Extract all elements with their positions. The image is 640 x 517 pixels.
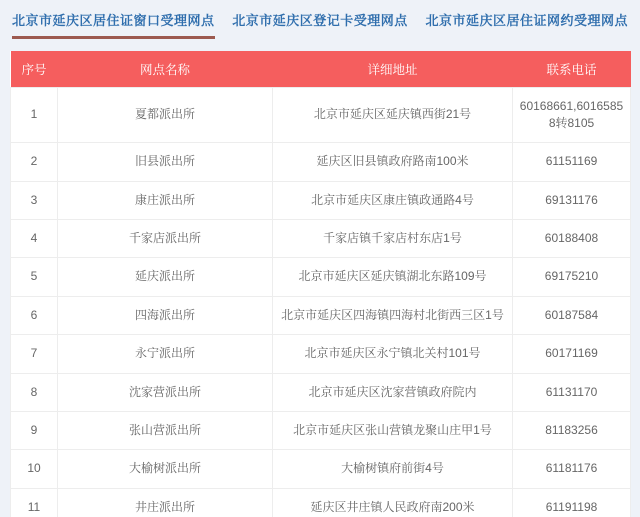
table-row (11, 373, 631, 411)
cell-name: 千家店派出所 (58, 220, 273, 258)
cell-name: 四海派出所 (58, 296, 273, 334)
cell-address: 北京市延庆区沈家营镇政府院内 (273, 373, 513, 411)
service-points-table-wrap (10, 51, 630, 517)
cell-address: 延庆区旧县镇政府路南100米 (273, 143, 513, 181)
cell-address: 千家店镇千家店村东店1号 (273, 220, 513, 258)
cell-address: 北京市延庆区延庆镇湖北东路109号 (273, 258, 513, 296)
cell-name: 旧县派出所 (58, 143, 273, 181)
cell-phone: 60187584 (513, 296, 631, 334)
cell-name: 沈家营派出所 (58, 373, 273, 411)
header-phone: 联系电话 (513, 51, 631, 87)
cell-no: 6 (11, 296, 58, 334)
table-row (11, 220, 631, 258)
table-row (11, 296, 631, 334)
cell-name: 夏都派出所 (58, 87, 273, 143)
cell-no: 8 (11, 373, 58, 411)
cell-address: 北京市延庆区康庄镇政通路4号 (273, 181, 513, 219)
header-address: 详细地址 (273, 51, 513, 87)
cell-no: 5 (11, 258, 58, 296)
cell-address: 北京市延庆区四海镇四海村北街西三区1号 (273, 296, 513, 334)
cell-address: 延庆区井庄镇人民政府南200米 (273, 488, 513, 517)
table-row (11, 258, 631, 296)
cell-no: 1 (11, 87, 58, 143)
cell-address: 北京市延庆区延庆镇西街21号 (273, 87, 513, 143)
tab-registration-card[interactable]: 北京市延庆区登记卡受理网点 (232, 13, 408, 28)
tabbar (0, 0, 640, 39)
cell-phone: 60168661,60165858转8105 (513, 87, 631, 143)
cell-name: 大榆树派出所 (58, 450, 273, 488)
cell-phone: 61131170 (513, 373, 631, 411)
cell-name: 井庄派出所 (58, 488, 273, 517)
cell-phone: 81183256 (513, 412, 631, 450)
cell-phone: 69131176 (513, 181, 631, 219)
table-body (11, 87, 631, 517)
cell-no: 11 (11, 488, 58, 517)
cell-address: 北京市延庆区永宁镇北关村101号 (273, 335, 513, 373)
table-row (11, 87, 631, 143)
header-serial-number: 序号 (11, 51, 58, 87)
cell-name: 张山营派出所 (58, 412, 273, 450)
cell-name: 永宁派出所 (58, 335, 273, 373)
cell-phone: 60171169 (513, 335, 631, 373)
tab-residence-permit-online[interactable]: 北京市延庆区居住证网约受理网点 (425, 13, 628, 28)
cell-no: 7 (11, 335, 58, 373)
cell-phone: 69175210 (513, 258, 631, 296)
cell-phone: 61151169 (513, 143, 631, 181)
cell-phone: 61191198 (513, 488, 631, 517)
table-row (11, 412, 631, 450)
tab-residence-permit-window[interactable]: 北京市延庆区居住证窗口受理网点 (12, 10, 215, 39)
cell-name: 康庄派出所 (58, 181, 273, 219)
cell-address: 大榆树镇府前街4号 (273, 450, 513, 488)
table-header (11, 51, 631, 87)
table-header-row (11, 51, 631, 87)
cell-no: 10 (11, 450, 58, 488)
cell-address: 北京市延庆区张山营镇龙聚山庄甲1号 (273, 412, 513, 450)
cell-phone: 61181176 (513, 450, 631, 488)
cell-no: 4 (11, 220, 58, 258)
cell-no: 3 (11, 181, 58, 219)
cell-phone: 60188408 (513, 220, 631, 258)
cell-no: 2 (11, 143, 58, 181)
table-row (11, 488, 631, 517)
cell-name: 延庆派出所 (58, 258, 273, 296)
header-site-name: 网点名称 (58, 51, 273, 87)
service-points-table (10, 51, 631, 517)
table-row (11, 335, 631, 373)
table-row (11, 181, 631, 219)
table-row (11, 450, 631, 488)
cell-no: 9 (11, 412, 58, 450)
table-row (11, 143, 631, 181)
